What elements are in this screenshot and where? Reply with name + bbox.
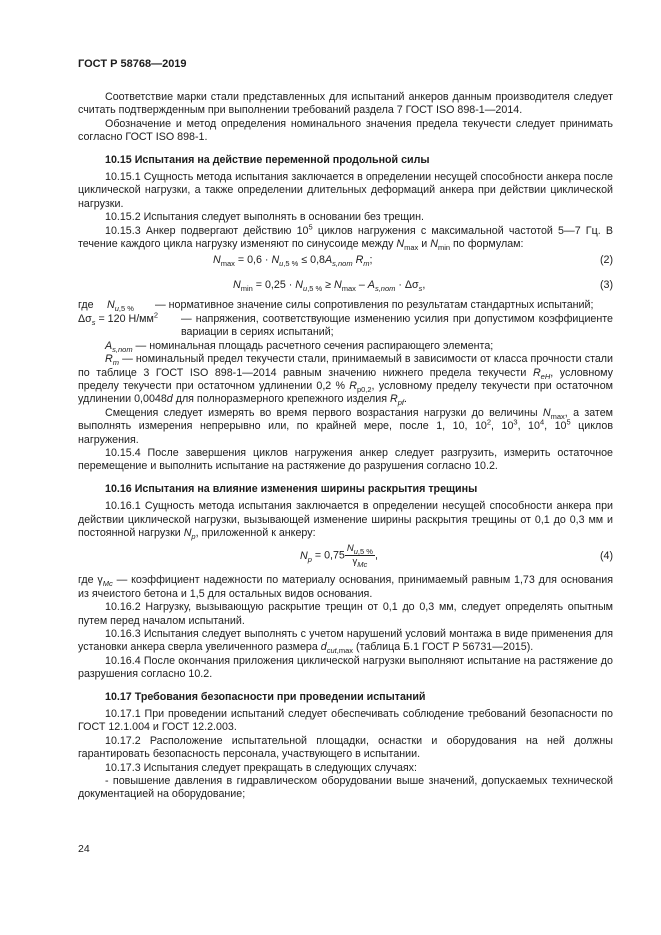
definition-a-snom: $A_{s,nom}$ — номинальная площадь расчетного сечения распирающего элемента; (105, 339, 494, 354)
standard-header: ГОСТ Р 58768—2019 (78, 58, 187, 70)
formula-4-number: (4) (599, 550, 613, 563)
formula-2 (78, 251, 613, 273)
para-displacement: Смещения следует измерять во время первого возрастания нагрузки до величины $N_{max}$, а затем выполнять измерения непрерывно или, по крайней мере, после 1, 10, $10^2$, $10^3$, $10^4$, $10^5$ циклов нагружения. (78, 406, 614, 446)
intro-paragraph-2: Обозначение и метод определения номинального значения предела текучести следует принимать согласно ГОСТ ISO 898-1. (78, 117, 613, 144)
para-10-16-4: 10.16.4 После окончания приложения циклической нагрузки выполняют испытание на растяжение до разрушения согласно 10.2. (78, 654, 613, 681)
definitions-10-15 (78, 299, 613, 406)
definition-n-u5: где $N_{u,5 \%}$ — нормативное значение силы сопротивления по результатам стандартных испытаний; (78, 299, 594, 314)
formula-3-number: (3) (599, 279, 613, 292)
para-10-16-1: 10.16.1 Сущность метода испытания заключается в определении несущей способности анкера при действии циклической нагрузки, вызывающей изменение ширины раскрытия трещины от 0,1 до 0,3 мм и постоянной нагрузки $N_p$, приложенной к анкеру: (78, 500, 613, 542)
definition-delta-sigma: $\Delta\sigma_s = 120$ $Н/мм^2$ — напряжения, соответствующие изменению усилия при допустимом коэффициенте вариации в сериях испытаний; (78, 310, 613, 339)
page-body (78, 91, 613, 802)
para-10-16-3: 10.16.3 Испытания следует выполнять с учетом нарушений условий монтажа в виде применения для установки анкера сверла увеличенного размера $d_{cut,max}$ (таблица Б.1 ГОСТ Р 56731—2015). (78, 628, 613, 656)
para-10-15-1: 10.15.1 Сущность метода испытания заключается в определении несущей способности анкера после циклической нагрузки, а также определении длительных деформаций анкера при действии циклической нагрузки. (78, 171, 613, 210)
intro-paragraph-1: Соответствие марки стали представленных для испытаний анкеров данным производителя следует считать подтвержденным при выполнении требований раздела 7 ГОСТ ISO 898-1—2014. (78, 91, 613, 117)
para-10-17-3-item-1: - повышение давления в гидравлическом оборудовании выше значений, допускаемых технической документацией на оборудование; (78, 775, 613, 801)
section-10-15-heading: 10.15 Испытания на действие переменной продольной силы (105, 153, 430, 166)
para-10-15-2: 10.15.2 Испытания следует выполнять в основании без трещин. (105, 211, 424, 224)
para-10-17-1: 10.17.1 При проведении испытаний следует обеспечивать соблюдение требований безопасности по ГОСТ 12.1.004 и ГОСТ 12.2.003. (78, 708, 613, 734)
formula-2-number: (2) (599, 254, 613, 267)
para-10-16-2: 10.16.2 Нагрузку, вызывающую раскрытие трещин от 0,1 до 0,3 мм, следует определять опытным путем перед началом испытаний. (78, 601, 613, 627)
para-10-17-3: 10.17.3 Испытания следует прекращать в следующих случаях: (105, 761, 417, 774)
para-10-17-2: 10.17.2 Расположение испытательной площадки, оснастки и оборудования на ней должны гарантировать безопасность персонала, участвующего в испытании. (78, 734, 613, 761)
section-10-17-heading: 10.17 Требования безопасности при проведении испытаний (105, 690, 426, 703)
page-number: 24 (78, 843, 90, 855)
definition-gamma-mc: где $\gamma_{Mc}$ — коэффициент надежности по материалу основания, принимаемый равным 1,73 для основания из ячеистого бетона и 1,5 для остальных видов основания. (78, 574, 613, 600)
formula-4-expression: $N_p = 0,75$ $\frac{N_{u,5 \%}}{\gamma_{Mc}}$ , (300, 543, 378, 570)
formula-2-expression: $N_{max} = 0,6 \cdot N_{u,5 \%} \le 0,8A_{s,nom}$ $R_m$; (213, 254, 373, 269)
section-10-16-heading: 10.16 Испытания на влияние изменения ширины раскрытия трещины (105, 482, 478, 495)
para-10-15-4: 10.15.4 После завершения циклов нагружения анкер следует разгрузить, измерить остаточное перемещение и выполнить испытание на растяжение до разрушения согласно 10.2. (78, 446, 613, 473)
formula-3 (78, 273, 613, 297)
formula-3-expression: $N_{min} = 0,25 \cdot N_{u,5 \%} \ge N_{max} - A_{s,nom} \cdot \Delta\sigma_s$, (233, 279, 426, 294)
para-10-15-3: 10.15.3 Анкер подвергают действию $10^5$ циклов нагружения с максимальной частотой 5—7 Гц. В течение каждого цикла нагрузку изменяют по синусоиде между $N_{max}$ и $N_{min}$ по формулам: (78, 222, 613, 253)
formula-4 (78, 540, 613, 574)
definition-r-m: $R_m$ — номинальный предел текучести стали, принимаемый в зависимости от класса прочности стали по таблице 3 ГОСТ ISO 898-1—2014 равным значению нижнего предела текучести $R_{eH}$, условному пределу текучести при остаточном удлинении 0,2 % $R_{p0,2}$, условному пределу текучести при остаточном удлинении 0,0048d для полноразмерного крепежного изделия $R_{pf}$. (78, 353, 613, 408)
